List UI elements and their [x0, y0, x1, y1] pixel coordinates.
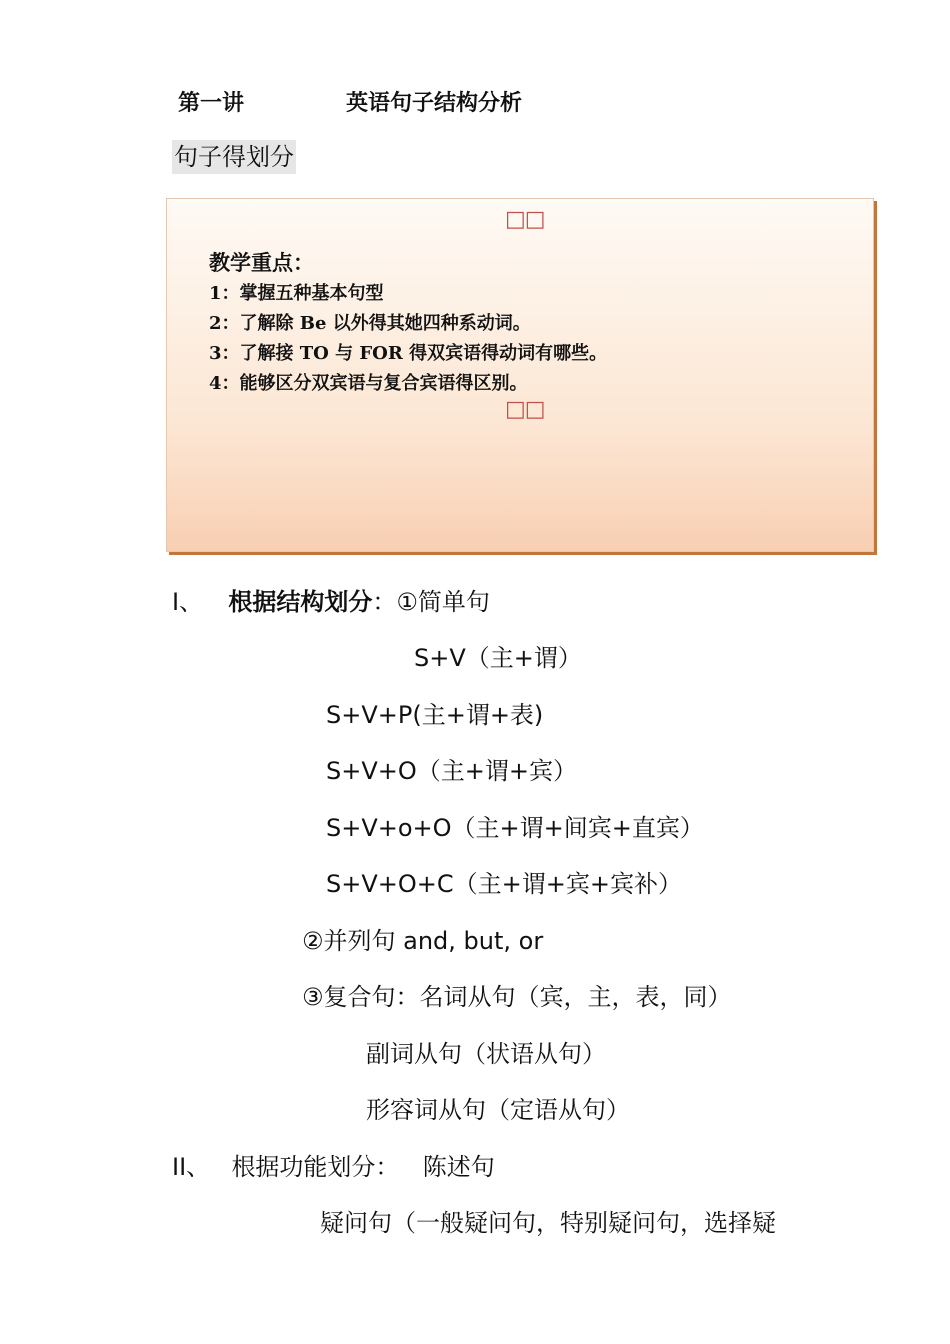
lecture-topic: 英语句子结构分析 [346, 91, 523, 116]
focus-point: 1：掌握五种基本句型 [209, 283, 384, 304]
sentence-pattern: S+V+O+C（主+谓+宾+宾补） [326, 870, 682, 898]
section1-rest: ：①简单句 [372, 588, 490, 616]
lecture-number: 第一讲 [178, 91, 245, 116]
sentence-pattern: S+V+o+O（主+谓+间宾+直宾） [326, 814, 704, 842]
teaching-focus-box [166, 198, 874, 552]
sentence-pattern: S+V+O（主+谓+宾） [326, 757, 577, 785]
section2-label: 根据功能划分： [231, 1153, 400, 1181]
compound-sentence: ②并列句 and, but, or [302, 927, 544, 955]
focus-point: 3：了解接 TO 与 FOR 得双宾语得动词有哪些。 [209, 343, 608, 364]
adjective-clause: 形容词从句（定语从句） [366, 1096, 630, 1124]
section1-numeral: I、 [172, 588, 204, 616]
adverbial-clause: 副词从句（状语从句） [366, 1040, 606, 1068]
focus-point: 2：了解除 Be 以外得其她四种系动词。 [209, 313, 531, 334]
section2-numeral: II、 [172, 1153, 211, 1181]
sentence-pattern: S+V（主+谓） [414, 644, 582, 672]
declarative-sentence: 陈述句 [422, 1153, 495, 1181]
section1-label: 根据结构划分 [228, 588, 373, 616]
box-marker-top: □□ [505, 207, 545, 232]
focus-point: 4：能够区分双宾语与复合宾语得区别。 [209, 373, 528, 394]
section1-heading [172, 582, 490, 617]
interrogative-sentence: 疑问句（一般疑问句，特别疑问句，选择疑 [320, 1209, 776, 1237]
sentence-pattern: S+V+P(主+谓+表) [326, 701, 544, 729]
section2-heading [172, 1147, 495, 1182]
box-marker-bottom: □□ [505, 397, 545, 422]
section-subtitle: 句子得划分 [172, 140, 296, 174]
complex-sentence: ③复合句：名词从句（宾，主，表，同） [302, 983, 732, 1011]
teaching-focus-heading: 教学重点： [209, 250, 314, 275]
